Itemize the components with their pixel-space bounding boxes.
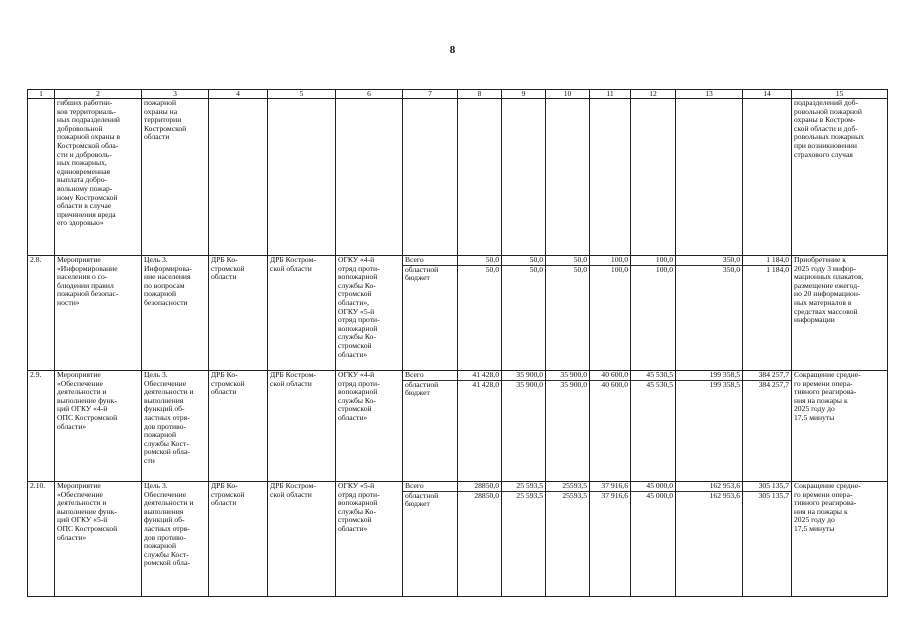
event-name: Мероприятие «Информирование населения о со- блюдении правил пожарной безопас- ности» xyxy=(55,256,142,371)
budget-manager xyxy=(268,99,336,256)
funding-source xyxy=(403,256,458,371)
value-cell xyxy=(743,99,792,256)
col-header: 6 xyxy=(336,90,403,99)
event-name: Мероприятие «Обеспечение деятельности и выполнение функ- ций ОГКУ «4-й ОПС Костромской области» xyxy=(55,371,142,482)
value-total: 25593,5 xyxy=(562,481,587,490)
value-budget: 100,0 xyxy=(655,264,673,274)
executor: ДРБ Ко- стромской области xyxy=(209,482,268,597)
value-cell xyxy=(590,99,631,256)
source-regional-budget: областной бюджет xyxy=(405,490,439,509)
value-cell xyxy=(590,482,631,597)
source-total: Всего xyxy=(405,370,424,379)
source-regional-budget: областной бюджет xyxy=(405,379,439,398)
goal: Цель 3. Информирова- ние населения по вопросам пожарной безопасности xyxy=(142,256,209,371)
value-budget: 40 600,0 xyxy=(601,379,628,389)
value-total: 35 900,0 xyxy=(560,370,587,379)
col-header: 7 xyxy=(403,90,458,99)
expected-result: Сокращение средне- го времени опера- тивного реагирова- ния на пожары к 2025 году до 17,5 минуты xyxy=(792,371,888,482)
value-total: 40 600,0 xyxy=(601,370,628,379)
value-budget: 1 184,0 xyxy=(766,264,789,274)
col-header: 3 xyxy=(142,90,209,99)
expected-result: Сокращение средне- го времени опера- тивного реагирова- ния на пожары к 2025 году до 17,5 минуты xyxy=(792,482,888,597)
value-budget: 305 135,7 xyxy=(758,490,789,500)
table-row xyxy=(28,371,888,482)
value-budget: 25 593,5 xyxy=(516,490,543,500)
row-number xyxy=(28,99,55,256)
col-header: 5 xyxy=(268,90,336,99)
program-table xyxy=(27,89,888,597)
value-total: 50,0 xyxy=(485,255,499,264)
row-number: 2.10. xyxy=(28,482,55,597)
value-budget: 350,0 xyxy=(722,264,740,274)
funding-source xyxy=(403,99,458,256)
value-total: 41 428,0 xyxy=(472,370,499,379)
value-cell xyxy=(631,371,676,482)
value-cell xyxy=(590,256,631,371)
value-cell xyxy=(676,99,743,256)
value-total: 28850,0 xyxy=(474,481,499,490)
col-header: 10 xyxy=(546,90,590,99)
value-cell xyxy=(590,371,631,482)
value-cell xyxy=(546,482,590,597)
col-header: 14 xyxy=(743,90,792,99)
value-cell xyxy=(458,99,502,256)
value-total: 384 257,7 xyxy=(758,370,789,379)
value-cell xyxy=(743,371,792,482)
value-cell xyxy=(502,371,546,482)
value-budget: 50,0 xyxy=(485,264,499,274)
event-name: гибших работни- ков территориаль- ных подразделений добровольной пожарной охраны в Костромской обла- сти и доброволь- ных пожарных, единовременная выплата добро- вольному пожар- ному Костромской области в случае причинения вреда его здоровью» xyxy=(55,99,142,256)
value-total: 50,0 xyxy=(573,255,587,264)
goal: пожарной охраны на территории Костромской области xyxy=(142,99,209,256)
row-number: 2.8. xyxy=(28,256,55,371)
value-budget: 50,0 xyxy=(573,264,587,274)
table-row xyxy=(28,99,888,256)
value-cell xyxy=(458,482,502,597)
col-header: 8 xyxy=(458,90,502,99)
executor: ДРБ Ко- стромской области xyxy=(209,256,268,371)
funding-source xyxy=(403,482,458,597)
col-header: 9 xyxy=(502,90,546,99)
value-total: 35 900,0 xyxy=(516,370,543,379)
value-total: 25 593,5 xyxy=(516,481,543,490)
value-budget: 199 358,5 xyxy=(709,379,740,389)
value-cell xyxy=(546,99,590,256)
value-total: 199 358,5 xyxy=(709,370,740,379)
col-header: 15 xyxy=(792,90,888,99)
source-total: Всего xyxy=(405,481,424,490)
event-name: Мероприятие «Обеспечение деятельности и выполнение функ- ций ОГКУ «5-й ОПС Костромской области» xyxy=(55,482,142,597)
goal: Цель 3. Обеспечение деятельности и выполнения функций об- ластных отря- дов противо- пожарной службы Кост- ромской обла- сти xyxy=(142,371,209,482)
value-budget: 35 900,0 xyxy=(560,379,587,389)
value-cell xyxy=(743,482,792,597)
table-row xyxy=(28,482,888,597)
col-header: 1 xyxy=(28,90,55,99)
executor: ДРБ Ко- стромской области xyxy=(209,371,268,482)
source-regional-budget: областной бюджет xyxy=(405,264,439,283)
value-total: 162 953,6 xyxy=(709,481,740,490)
value-cell xyxy=(458,371,502,482)
col-header: 2 xyxy=(55,90,142,99)
value-budget: 45 530,5 xyxy=(646,379,673,389)
value-cell xyxy=(502,99,546,256)
budget-manager: ДРБ Костром- ской области xyxy=(268,371,336,482)
page-number: 8 xyxy=(449,44,456,56)
recipient: ОГКУ «5-й отряд проти- вопожарной службы Ко- стромской области» xyxy=(336,482,403,597)
expected-result: Приобретение к 2025 году 3 инфор- мационных плакатов, размещение ежегод- но 20 информацион- ных материалов в средствах массовой информации xyxy=(792,256,888,371)
value-cell xyxy=(546,371,590,482)
column-number-row xyxy=(28,90,888,99)
value-cell xyxy=(502,256,546,371)
value-cell xyxy=(546,256,590,371)
budget-manager: ДРБ Костром- ской области xyxy=(268,256,336,371)
value-cell xyxy=(458,256,502,371)
source-total: Всего xyxy=(405,255,424,264)
table-row xyxy=(28,256,888,371)
value-cell xyxy=(502,482,546,597)
value-budget: 28850,0 xyxy=(474,490,499,500)
value-total: 50,0 xyxy=(529,255,543,264)
value-budget: 41 428,0 xyxy=(472,379,499,389)
value-budget: 162 953,6 xyxy=(709,490,740,500)
value-budget: 37 916,6 xyxy=(601,490,628,500)
value-total: 350,0 xyxy=(722,255,740,264)
value-budget: 35 900,0 xyxy=(516,379,543,389)
value-cell xyxy=(631,482,676,597)
value-budget: 25593,5 xyxy=(562,490,587,500)
value-total: 45 000,0 xyxy=(646,481,673,490)
value-cell xyxy=(676,371,743,482)
col-header: 13 xyxy=(676,90,743,99)
col-header: 4 xyxy=(209,90,268,99)
expected-result: подразделений доб- ровольной пожарной охраны в Костром- ской области и доб- ровольных пожарных при возникновении страхового случая xyxy=(792,99,888,256)
value-total: 305 135,7 xyxy=(758,481,789,490)
value-cell xyxy=(743,256,792,371)
value-total: 37 916,6 xyxy=(601,481,628,490)
col-header: 11 xyxy=(590,90,631,99)
value-cell xyxy=(676,256,743,371)
value-budget: 384 257,7 xyxy=(758,379,789,389)
value-cell xyxy=(631,256,676,371)
recipient: ОГКУ «4-й отряд проти- вопожарной службы Ко- стромской области» xyxy=(336,371,403,482)
value-cell xyxy=(676,482,743,597)
value-total: 100,0 xyxy=(655,255,673,264)
budget-manager: ДРБ Костром- ской области xyxy=(268,482,336,597)
value-budget: 100,0 xyxy=(610,264,628,274)
value-budget: 50,0 xyxy=(529,264,543,274)
value-cell xyxy=(631,99,676,256)
goal: Цель 3. Обеспечение деятельности и выполнения функций об- ластных отря- дов противо- пожарной службы Кост- ромской обла- xyxy=(142,482,209,597)
recipient: ОГКУ «4-й отряд проти- вопожарной службы Ко- стромской области», ОГКУ «5-й отряд проти- вопожарной службы Ко- стромской области» xyxy=(336,256,403,371)
col-header: 12 xyxy=(631,90,676,99)
value-total: 45 530,5 xyxy=(646,370,673,379)
executor xyxy=(209,99,268,256)
funding-source xyxy=(403,371,458,482)
value-total: 1 184,0 xyxy=(766,255,789,264)
value-total: 100,0 xyxy=(610,255,628,264)
row-number: 2.9. xyxy=(28,371,55,482)
value-budget: 45 000,0 xyxy=(646,490,673,500)
recipient xyxy=(336,99,403,256)
